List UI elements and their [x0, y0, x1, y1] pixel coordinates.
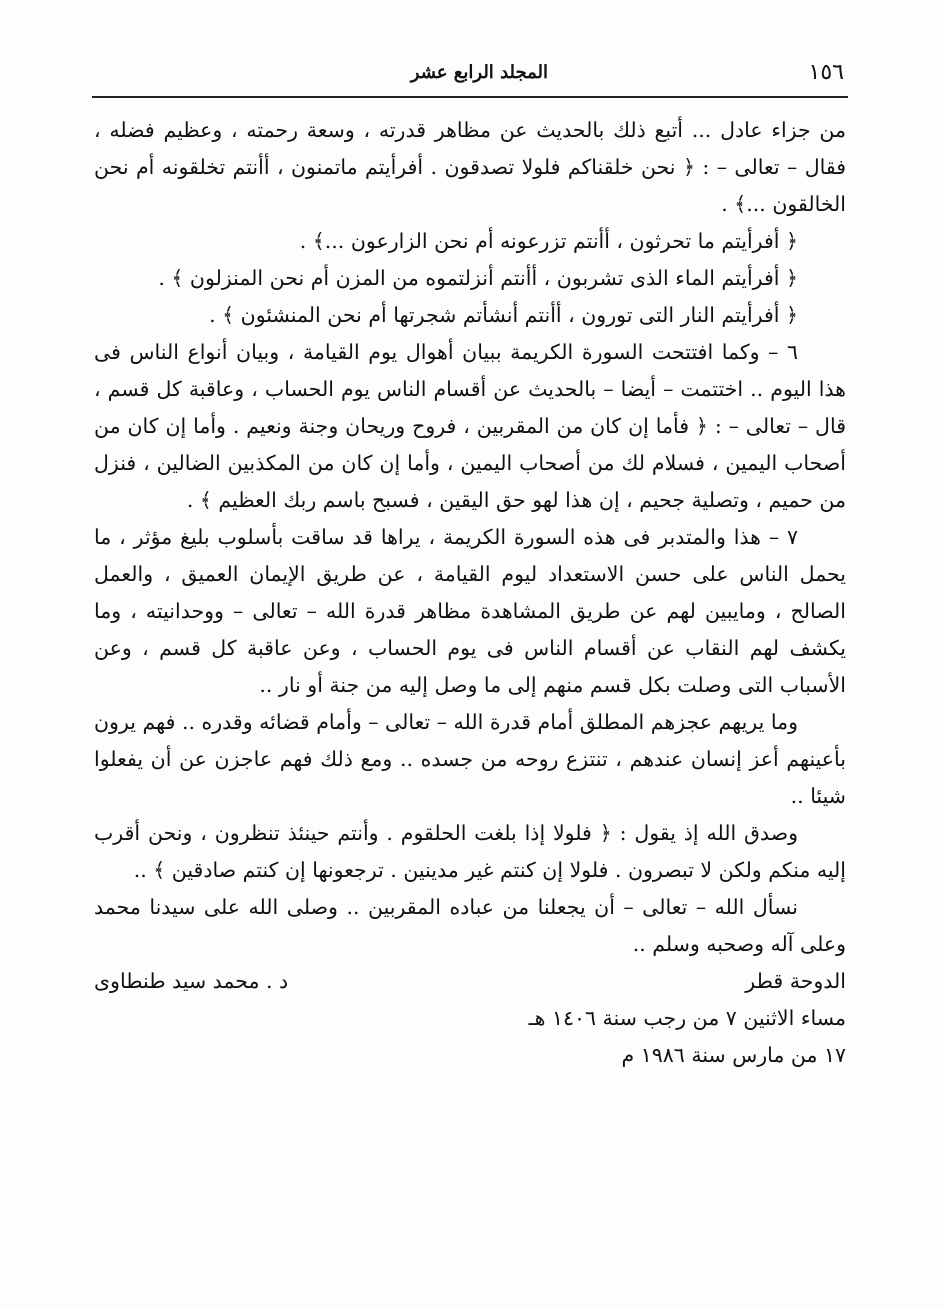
date-hijri: مساء الاثنين ٧ من رجب سنة ١٤٠٦ هـ [528, 1006, 846, 1030]
quran-verse: ﴿ أفرأيتم الماء الذى تشربون ، أأنتم أنزلتموه من المزن أم نحن المنزلون ﴾ . [158, 266, 798, 290]
running-title: المجلد الرابع عشر [410, 62, 548, 83]
signature-author: د . محمد سيد طنطاوى [94, 969, 289, 993]
signature-place: الدوحة قطر [745, 969, 846, 993]
date-gregorian: ١٧ من مارس سنة ١٩٨٦ م [621, 1043, 846, 1067]
paragraph: نسأل الله – تعالى – أن يجعلنا من عباده المقربين .. وصلى الله على سيدنا محمد وعلى آله وصحبه وسلم .. [94, 895, 846, 956]
paragraph: وصدق الله إذ يقول : ﴿ فلولا إذا بلغت الحلقوم . وأنتم حينئذ تنظرون ، ونحن أقرب إليه منكم ولكن لا تبصرون . فلولا إن كنتم غير مدينين . ترجعونها إن كنتم صادقين ﴾ .. [94, 821, 846, 882]
paragraph: من جزاء عادل ... أتبع ذلك بالحديث عن مظاهر قدرته ، وسعة رحمته ، وعظيم فضله ، فقال – تعالى – : ﴿ نحن خلقناكم فلولا تصدقون . أفرأيتم ماتمنون ، أأنتم تخلقونه أم نحن الخالقون ...﴾ . [94, 118, 846, 216]
quran-verse: ﴿ أفرأيتم ما تحرثون ، أأنتم تزرعونه أم نحن الزارعون ...﴾ . [299, 229, 798, 253]
page-body [94, 112, 846, 1074]
page-number: ١٥٦ [808, 60, 844, 85]
page-header [92, 56, 848, 98]
paragraph: ٧ – هذا والمتدبر فى هذه السورة الكريمة ، يراها قد ساقت بأسلوب بليغ مؤثر ، ما يحمل الناس على حسن الاستعداد ليوم القيامة ، عن طريق الإيمان العميق ، والعمل الصالح ، ومايبين لهم عن طريق المشاهدة مظاهر قدرة الله – تعالى – ووحدانيته ، وما يكشف لهم النقاب عن أقسام الناس فى يوم الحساب ، وعن عاقبة كل قسم ، وعن الأسباب التى وصلت بكل قسم منهم إلى ما وصل إليه من جنة أو نار .. [94, 525, 846, 697]
paragraph: وما يريهم عجزهم المطلق أمام قدرة الله – تعالى – وأمام قضائه وقدره .. فهم يرون بأعينهم أعز إنسان عندهم ، تنتزع روحه من جسده .. ومع ذلك فهم عاجزن عن أن يفعلوا شيئا .. [94, 710, 846, 808]
signature-row [94, 963, 846, 1000]
paragraph: ٦ – وكما افتتحت السورة الكريمة ببيان أهوال يوم القيامة ، وبيان أنواع الناس فى هذا اليوم .. اختتمت – أيضا – بالحديث عن أقسام الناس يوم الحساب ، وعاقبة كل قسم ، قال – تعالى – : ﴿ فأما إن كان من المقربين ، فروح وريحان وجنة ونعيم . وأما إن كان من أصحاب اليمين ، فسلام لك من أصحاب اليمين ، وأما إن كان من المكذبين الضالين ، فنزل من حميم ، وتصلية جحيم ، إن هذا لهو حق اليقين ، فسبح باسم ربك العظيم ﴾ . [94, 340, 846, 512]
quran-verse: ﴿ أفرأيتم النار التى تورون ، أأنتم أنشأتم شجرتها أم نحن المنشئون ﴾ . [209, 303, 798, 327]
